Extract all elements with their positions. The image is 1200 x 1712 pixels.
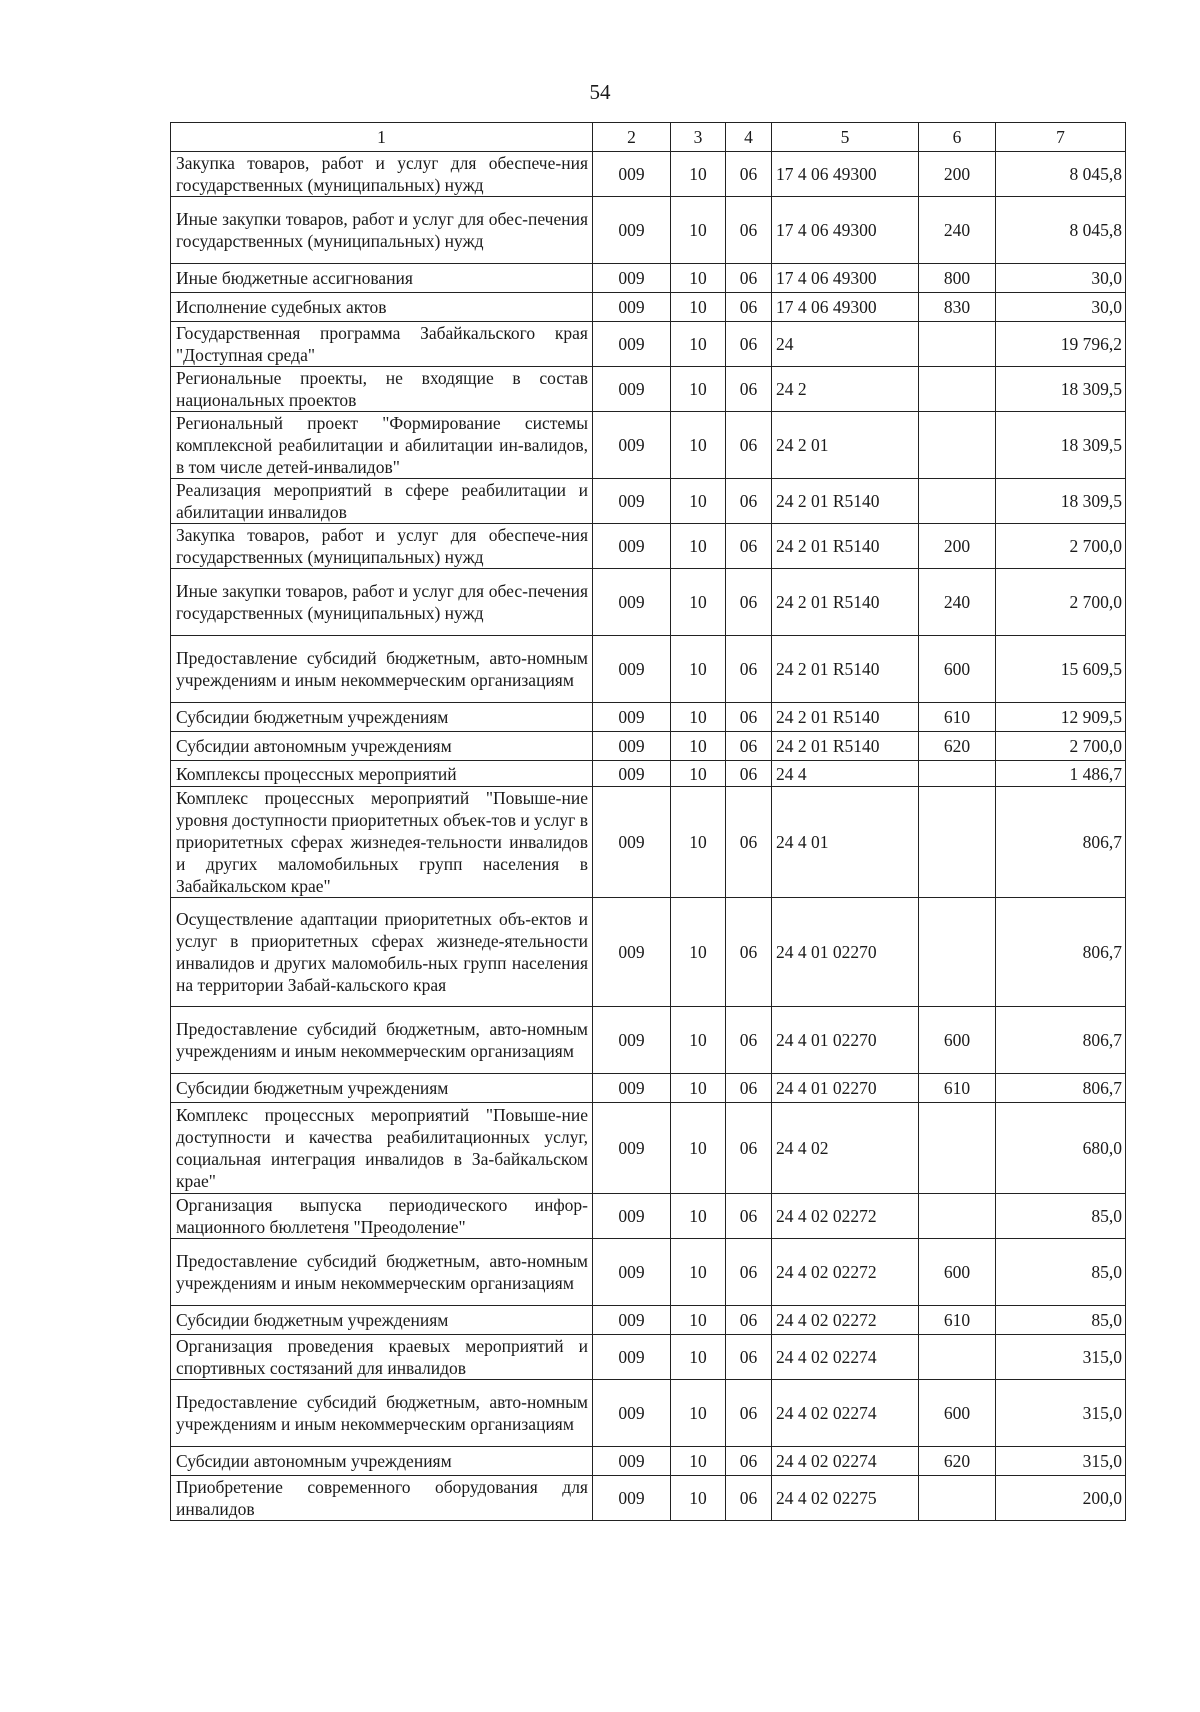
row-code-pr: 06: [726, 264, 772, 293]
row-code-rz: 10: [671, 152, 726, 197]
header-col-7: 7: [996, 123, 1126, 152]
row-code-vr: 620: [919, 1447, 996, 1476]
row-code-rz: 10: [671, 479, 726, 524]
row-sum: 85,0: [996, 1306, 1126, 1335]
row-code-pr: 06: [726, 569, 772, 636]
row-sum: 8 045,8: [996, 152, 1126, 197]
row-name: Предоставление субсидий бюджетным, авто-номным учреждениям и иным некоммерческим организациям: [171, 1380, 593, 1447]
row-code-vr: 830: [919, 293, 996, 322]
row-code-vr: [919, 1103, 996, 1194]
table-row: [171, 636, 1126, 703]
row-code-csr: 17 4 06 49300: [772, 197, 919, 264]
row-code-vr: [919, 1335, 996, 1380]
row-code-csr: 24 2 01 R5140: [772, 636, 919, 703]
row-code-pr: 06: [726, 636, 772, 703]
table-row: [171, 898, 1126, 1007]
row-code-gr: 009: [593, 197, 671, 264]
row-code-csr: 24 2 01 R5140: [772, 732, 919, 761]
row-code-pr: 06: [726, 412, 772, 479]
row-code-csr: 24 4 02 02272: [772, 1306, 919, 1335]
row-code-csr: 24 4 02 02272: [772, 1194, 919, 1239]
row-name: Иные закупки товаров, работ и услуг для обес-печения государственных (муниципальных) нужд: [171, 197, 593, 264]
header-col-3: 3: [671, 123, 726, 152]
row-code-gr: 009: [593, 1476, 671, 1521]
row-code-gr: 009: [593, 152, 671, 197]
row-code-vr: 600: [919, 1007, 996, 1074]
row-code-rz: 10: [671, 367, 726, 412]
row-code-gr: 009: [593, 293, 671, 322]
row-code-pr: 06: [726, 1074, 772, 1103]
row-code-rz: 10: [671, 787, 726, 898]
row-code-csr: 17 4 06 49300: [772, 152, 919, 197]
row-code-pr: 06: [726, 732, 772, 761]
row-name: Предоставление субсидий бюджетным, авто-номным учреждениям и иным некоммерческим организациям: [171, 636, 593, 703]
row-sum: 806,7: [996, 1074, 1126, 1103]
row-name: Субсидии бюджетным учреждениям: [171, 1306, 593, 1335]
row-code-pr: 06: [726, 197, 772, 264]
row-name: Предоставление субсидий бюджетным, авто-номным учреждениям и иным некоммерческим организациям: [171, 1239, 593, 1306]
row-code-rz: 10: [671, 1306, 726, 1335]
row-code-csr: 24 4 02 02275: [772, 1476, 919, 1521]
row-code-csr: 24 4 01 02270: [772, 1007, 919, 1074]
row-sum: 30,0: [996, 293, 1126, 322]
row-code-vr: 240: [919, 569, 996, 636]
row-name: Предоставление субсидий бюджетным, авто-номным учреждениям и иным некоммерческим организациям: [171, 1007, 593, 1074]
row-name: Субсидии бюджетным учреждениям: [171, 1074, 593, 1103]
row-sum: 85,0: [996, 1194, 1126, 1239]
row-code-gr: 009: [593, 524, 671, 569]
row-code-vr: 240: [919, 197, 996, 264]
row-sum: 12 909,5: [996, 703, 1126, 732]
row-code-pr: 06: [726, 787, 772, 898]
table-row: [171, 1103, 1126, 1194]
row-sum: 8 045,8: [996, 197, 1126, 264]
row-code-vr: [919, 479, 996, 524]
table-row: [171, 1007, 1126, 1074]
row-code-gr: 009: [593, 898, 671, 1007]
row-code-rz: 10: [671, 1476, 726, 1521]
row-name: Государственная программа Забайкальского края "Доступная среда": [171, 322, 593, 367]
row-name: Организация выпуска периодического инфор-мационного бюллетеня "Преодоление": [171, 1194, 593, 1239]
row-code-pr: 06: [726, 761, 772, 787]
row-code-rz: 10: [671, 1007, 726, 1074]
table-row: [171, 1239, 1126, 1306]
row-sum: 680,0: [996, 1103, 1126, 1194]
row-code-rz: 10: [671, 1335, 726, 1380]
row-name: Приобретение современного оборудования для инвалидов: [171, 1476, 593, 1521]
row-code-pr: 06: [726, 1476, 772, 1521]
row-name: Комплекс процессных мероприятий "Повыше-ние уровня доступности приоритетных объек-тов и услуг в приоритетных сферах жизнедея-тельности инвалидов и других маломобильных групп населения в Забайкальском крае": [171, 787, 593, 898]
row-code-csr: 24 2 01 R5140: [772, 569, 919, 636]
row-sum: 806,7: [996, 1007, 1126, 1074]
row-name: Региональные проекты, не входящие в состав национальных проектов: [171, 367, 593, 412]
row-sum: 18 309,5: [996, 479, 1126, 524]
table-row: [171, 152, 1126, 197]
row-code-csr: 24 4 02 02274: [772, 1447, 919, 1476]
row-code-pr: 06: [726, 1380, 772, 1447]
row-sum: 19 796,2: [996, 322, 1126, 367]
row-code-gr: 009: [593, 264, 671, 293]
row-name: Комплексы процессных мероприятий: [171, 761, 593, 787]
row-code-rz: 10: [671, 524, 726, 569]
page-number: 54: [589, 80, 611, 104]
row-code-csr: 17 4 06 49300: [772, 264, 919, 293]
row-sum: 315,0: [996, 1380, 1126, 1447]
table-row: [171, 322, 1126, 367]
row-code-gr: 009: [593, 1239, 671, 1306]
table-row: [171, 264, 1126, 293]
row-code-vr: 600: [919, 1239, 996, 1306]
row-code-rz: 10: [671, 1239, 726, 1306]
row-code-csr: 24 2: [772, 367, 919, 412]
row-code-vr: 610: [919, 703, 996, 732]
row-code-vr: [919, 787, 996, 898]
row-code-rz: 10: [671, 636, 726, 703]
row-code-csr: 24 4: [772, 761, 919, 787]
row-code-csr: 24 4 01 02270: [772, 898, 919, 1007]
row-name: Комплекс процессных мероприятий "Повыше-ние доступности и качества реабилитационных услуг, социальная интеграция инвалидов в За-байкальском крае": [171, 1103, 593, 1194]
row-code-gr: 009: [593, 703, 671, 732]
row-code-rz: 10: [671, 1380, 726, 1447]
row-code-gr: 009: [593, 1306, 671, 1335]
row-code-pr: 06: [726, 322, 772, 367]
row-code-pr: 06: [726, 1447, 772, 1476]
table-row: [171, 1074, 1126, 1103]
row-sum: 315,0: [996, 1447, 1126, 1476]
row-code-csr: 17 4 06 49300: [772, 293, 919, 322]
row-sum: 2 700,0: [996, 524, 1126, 569]
row-code-gr: 009: [593, 479, 671, 524]
row-code-pr: 06: [726, 367, 772, 412]
row-code-rz: 10: [671, 569, 726, 636]
row-code-vr: [919, 1476, 996, 1521]
table-row: [171, 293, 1126, 322]
row-code-gr: 009: [593, 1074, 671, 1103]
row-code-pr: 06: [726, 1103, 772, 1194]
row-code-csr: 24 4 02: [772, 1103, 919, 1194]
row-name: Осуществление адаптации приоритетных объ-ектов и услуг в приоритетных сферах жизнеде-ятельности инвалидов и других маломобиль-ных групп населения на территории Забай-кальского края: [171, 898, 593, 1007]
row-code-rz: 10: [671, 322, 726, 367]
row-code-gr: 009: [593, 636, 671, 703]
table-row: [171, 412, 1126, 479]
row-name: Реализация мероприятий в сфере реабилитации и абилитации инвалидов: [171, 479, 593, 524]
row-code-vr: [919, 367, 996, 412]
row-code-gr: 009: [593, 732, 671, 761]
row-code-pr: 06: [726, 1194, 772, 1239]
row-code-pr: 06: [726, 479, 772, 524]
header-col-5: 5: [772, 123, 919, 152]
table-row: [171, 1306, 1126, 1335]
row-code-pr: 06: [726, 1306, 772, 1335]
row-name: Субсидии бюджетным учреждениям: [171, 703, 593, 732]
row-code-pr: 06: [726, 1239, 772, 1306]
row-sum: 315,0: [996, 1335, 1126, 1380]
row-code-pr: 06: [726, 703, 772, 732]
row-code-vr: 200: [919, 524, 996, 569]
row-sum: 806,7: [996, 787, 1126, 898]
row-name: Региональный проект "Формирование системы комплексной реабилитации и абилитации ин-валидов, в том числе детей-инвалидов": [171, 412, 593, 479]
row-code-gr: 009: [593, 1335, 671, 1380]
row-code-rz: 10: [671, 761, 726, 787]
row-code-pr: 06: [726, 293, 772, 322]
row-sum: 2 700,0: [996, 732, 1126, 761]
table-body: [171, 152, 1126, 1521]
header-col-6: 6: [919, 123, 996, 152]
row-code-csr: 24 2 01: [772, 412, 919, 479]
table-row: [171, 761, 1126, 787]
row-code-gr: 009: [593, 569, 671, 636]
row-code-rz: 10: [671, 1103, 726, 1194]
row-code-rz: 10: [671, 1194, 726, 1239]
row-code-csr: 24 2 01 R5140: [772, 479, 919, 524]
table-row: [171, 732, 1126, 761]
row-code-csr: 24 4 01 02270: [772, 1074, 919, 1103]
row-code-gr: 009: [593, 1007, 671, 1074]
row-sum: 2 700,0: [996, 569, 1126, 636]
row-code-vr: 620: [919, 732, 996, 761]
row-code-vr: [919, 322, 996, 367]
table-row: [171, 569, 1126, 636]
row-code-rz: 10: [671, 732, 726, 761]
row-sum: 200,0: [996, 1476, 1126, 1521]
row-code-vr: 600: [919, 636, 996, 703]
row-code-vr: [919, 412, 996, 479]
table-row: [171, 479, 1126, 524]
header-col-2: 2: [593, 123, 671, 152]
row-code-vr: [919, 1194, 996, 1239]
row-code-vr: 610: [919, 1306, 996, 1335]
row-code-rz: 10: [671, 898, 726, 1007]
table-row: [171, 1447, 1126, 1476]
row-code-pr: 06: [726, 524, 772, 569]
row-code-rz: 10: [671, 412, 726, 479]
row-code-csr: 24 4 02 02274: [772, 1380, 919, 1447]
row-name: Закупка товаров, работ и услуг для обеспече-ния государственных (муниципальных) нужд: [171, 152, 593, 197]
table-row: [171, 367, 1126, 412]
row-code-vr: [919, 898, 996, 1007]
row-sum: 18 309,5: [996, 412, 1126, 479]
header-col-1: 1: [171, 123, 593, 152]
row-code-pr: 06: [726, 898, 772, 1007]
row-code-vr: [919, 761, 996, 787]
row-code-csr: 24: [772, 322, 919, 367]
row-name: Субсидии автономным учреждениям: [171, 1447, 593, 1476]
row-code-rz: 10: [671, 703, 726, 732]
row-code-csr: 24 2 01 R5140: [772, 524, 919, 569]
row-code-vr: 200: [919, 152, 996, 197]
row-code-vr: 600: [919, 1380, 996, 1447]
row-code-pr: 06: [726, 1335, 772, 1380]
row-code-vr: 800: [919, 264, 996, 293]
row-code-vr: 610: [919, 1074, 996, 1103]
row-code-gr: 009: [593, 367, 671, 412]
row-code-pr: 06: [726, 1007, 772, 1074]
row-code-pr: 06: [726, 152, 772, 197]
row-sum: 806,7: [996, 898, 1126, 1007]
table-row: [171, 703, 1126, 732]
row-code-gr: 009: [593, 761, 671, 787]
row-code-csr: 24 4 02 02272: [772, 1239, 919, 1306]
row-sum: 85,0: [996, 1239, 1126, 1306]
row-code-gr: 009: [593, 1103, 671, 1194]
row-code-gr: 009: [593, 412, 671, 479]
table-row: [171, 1335, 1126, 1380]
row-code-rz: 10: [671, 197, 726, 264]
row-name: Субсидии автономным учреждениям: [171, 732, 593, 761]
row-code-rz: 10: [671, 1447, 726, 1476]
table-row: [171, 1380, 1126, 1447]
row-name: Организация проведения краевых мероприятий и спортивных состязаний для инвалидов: [171, 1335, 593, 1380]
row-code-gr: 009: [593, 1194, 671, 1239]
table-row: [171, 787, 1126, 898]
table-row: [171, 1476, 1126, 1521]
row-name: Иные закупки товаров, работ и услуг для обес-печения государственных (муниципальных) нужд: [171, 569, 593, 636]
table-row: [171, 1194, 1126, 1239]
row-code-gr: 009: [593, 322, 671, 367]
row-name: Иные бюджетные ассигнования: [171, 264, 593, 293]
row-sum: 15 609,5: [996, 636, 1126, 703]
row-sum: 18 309,5: [996, 367, 1126, 412]
table-header: [171, 123, 1126, 152]
row-code-csr: 24 2 01 R5140: [772, 703, 919, 732]
row-code-csr: 24 4 02 02274: [772, 1335, 919, 1380]
budget-table: [170, 122, 1126, 1521]
row-code-gr: 009: [593, 787, 671, 898]
row-code-csr: 24 4 01: [772, 787, 919, 898]
row-code-rz: 10: [671, 264, 726, 293]
row-name: Исполнение судебных актов: [171, 293, 593, 322]
row-name: Закупка товаров, работ и услуг для обеспече-ния государственных (муниципальных) нужд: [171, 524, 593, 569]
row-code-gr: 009: [593, 1447, 671, 1476]
table-row: [171, 197, 1126, 264]
row-code-gr: 009: [593, 1380, 671, 1447]
row-sum: 30,0: [996, 264, 1126, 293]
header-row: [171, 123, 1126, 152]
row-code-rz: 10: [671, 1074, 726, 1103]
table-row: [171, 524, 1126, 569]
header-col-4: 4: [726, 123, 772, 152]
row-sum: 1 486,7: [996, 761, 1126, 787]
row-code-rz: 10: [671, 293, 726, 322]
